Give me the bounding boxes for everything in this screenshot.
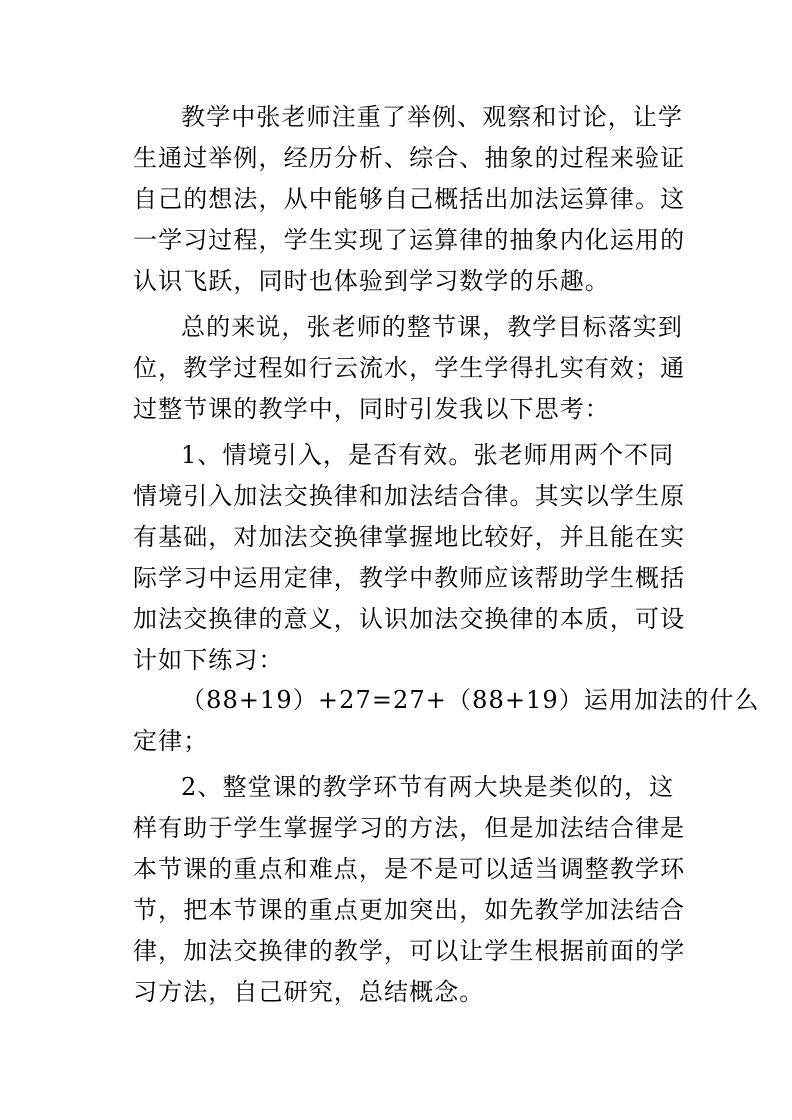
paragraph-4-line-6: 习方法，自己研究，总结概念。: [133, 978, 485, 1006]
paragraph-4-line-4: 节，把本节课的重点更加突出，如先教学加法结合: [133, 896, 686, 924]
paragraph-3-line-4: 际学习中运用定律，教学中教师应该帮助学生概括: [133, 564, 686, 592]
paragraph-4-line-3: 本节课的重点和难点，是不是可以适当调整教学环: [133, 855, 686, 883]
formula-line-1: （88+19）+27=27+（88+19）运用加法的什么: [181, 686, 760, 714]
paragraph-3-line-2: 情境引入加法交换律和加法结合律。其实以学生原: [133, 482, 686, 510]
paragraph-1-line-3: 自己的想法，从中能够自己概括出加法运算律。这: [133, 185, 686, 213]
paragraph-2-line-1: 总的来说，张老师的整节课，教学目标落实到: [181, 313, 683, 341]
paragraph-2-line-2: 位，教学过程如行云流水，学生学得扎实有效；通: [133, 354, 686, 382]
document-body: [133, 0, 760, 1120]
paragraph-2-line-3: 过整节课的教学中，同时引发我以下思考：: [133, 395, 610, 423]
paragraph-1-line-5: 认识飞跃，同时也体验到学习数学的乐趣。: [133, 267, 610, 295]
paragraph-3-line-1: 1、情境引入，是否有效。张老师用两个不同: [181, 441, 675, 469]
paragraph-3-line-5: 加法交换律的意义，认识加法交换律的本质，可设: [133, 605, 686, 633]
formula-line-2: 定律；: [133, 727, 209, 755]
paragraph-1-line-2: 生通过举例，经历分析、综合、抽象的过程来验证: [133, 144, 686, 172]
paragraph-1-line-4: 一学习过程，学生实现了运算律的抽象内化运用的: [133, 226, 686, 254]
paragraph-3-line-3: 有基础，对加法交换律掌握地比较好，并且能在实: [133, 523, 686, 551]
paragraph-4-line-2: 样有助于学生掌握学习的方法，但是加法结合律是: [133, 814, 686, 842]
paragraph-4-line-1: 2、整堂课的教学环节有两大块是类似的，这: [181, 773, 675, 801]
paragraph-4-line-5: 律，加法交换律的教学，可以让学生根据前面的学: [133, 937, 686, 965]
paragraph-1-line-1: 教学中张老师注重了举例、观察和讨论，让学: [181, 103, 683, 131]
paragraph-3-line-6: 计如下练习：: [133, 646, 284, 674]
